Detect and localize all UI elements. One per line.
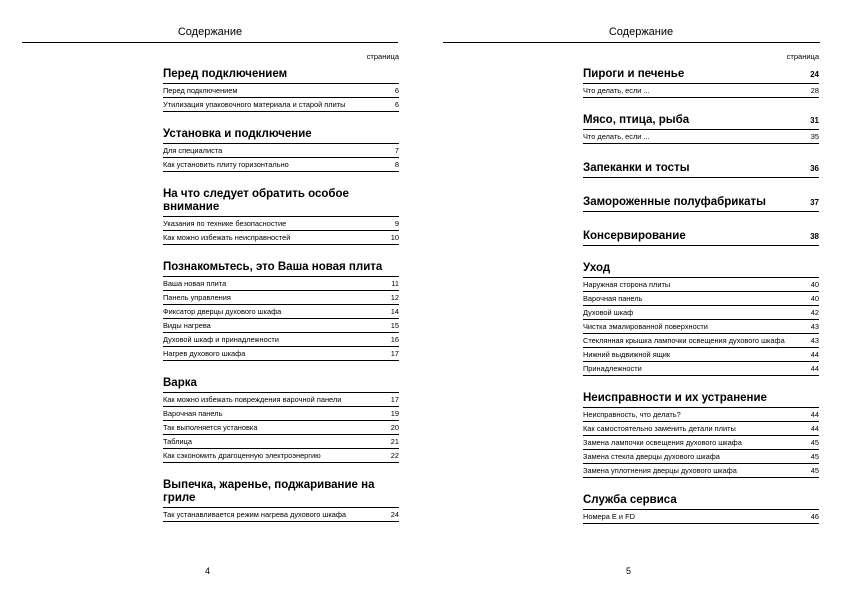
section-page-number: 36 — [810, 164, 819, 173]
section-title-text: Познакомьтесь, это Ваша новая плита — [163, 261, 383, 273]
toc-entry — [163, 435, 399, 449]
section-title-text: Неисправности и их устранение — [583, 392, 767, 404]
toc-section — [583, 230, 819, 246]
toc-entry — [163, 158, 399, 172]
entry-text: Номера Е и FD — [583, 512, 635, 521]
entry-page-number: 14 — [390, 307, 399, 316]
entry-page-number: 9 — [394, 219, 399, 228]
entry-text: Духовой шкаф — [583, 308, 634, 317]
toc-entry — [583, 464, 819, 478]
toc-entry — [163, 421, 399, 435]
entry-page-number: 17 — [390, 395, 399, 404]
toc-section — [163, 377, 399, 463]
toc-entry — [583, 334, 819, 348]
page-column-label: страница — [786, 52, 819, 61]
page-number: 4 — [205, 566, 211, 576]
section-title-text: Запеканки и тосты — [583, 162, 690, 174]
toc-entry — [583, 510, 819, 524]
toc-entry — [163, 291, 399, 305]
toc-entry — [163, 347, 399, 361]
section-page-number: 24 — [810, 70, 819, 79]
toc-entry — [583, 84, 819, 98]
toc-entry — [163, 508, 399, 522]
toc-entry — [583, 408, 819, 422]
toc-section — [583, 114, 819, 144]
entry-text: Принадлежности — [583, 364, 642, 373]
toc-entry — [583, 450, 819, 464]
section-title-text: Пироги и печенье — [583, 68, 685, 80]
entry-text: Панель управления — [163, 293, 231, 302]
section-page-number: 38 — [810, 232, 819, 241]
page-header: Содержание — [608, 26, 674, 38]
entry-page-number: 44 — [810, 424, 819, 433]
entry-text: Как можно избежать повреждения варочной панели — [163, 395, 342, 404]
toc-entry — [163, 449, 399, 463]
entry-text: Неисправность, что делать? — [583, 410, 681, 419]
section-title — [583, 392, 819, 408]
toc-entry — [583, 348, 819, 362]
entry-page-number: 10 — [390, 233, 399, 242]
toc-entry — [583, 130, 819, 144]
toc-entry — [583, 436, 819, 450]
entry-page-number: 40 — [810, 280, 819, 289]
section-title — [163, 68, 399, 84]
section-title-text: Замороженные полуфабрикаты — [583, 196, 766, 208]
toc-entry — [583, 306, 819, 320]
toc-section — [163, 479, 399, 522]
right-page — [421, 0, 842, 595]
entry-text: Таблица — [163, 437, 192, 446]
section-title — [583, 230, 819, 246]
section-title-text: Служба сервиса — [583, 494, 677, 506]
toc-entry — [163, 407, 399, 421]
entry-text: Варочная панель — [163, 409, 223, 418]
entry-text: Чистка эмалированной поверхности — [583, 322, 708, 331]
toc-column — [163, 52, 399, 522]
header-rule — [443, 42, 820, 43]
section-title-text: На что следует обратить особое внимание — [163, 188, 349, 213]
toc-entry — [583, 278, 819, 292]
entry-page-number: 43 — [810, 322, 819, 331]
section-title-text: Выпечка, жаренье, поджаривание на гриле — [163, 479, 375, 504]
page-number: 5 — [626, 566, 632, 576]
entry-text: Нижний выдвижной ящик — [583, 350, 671, 359]
section-page-number: 37 — [810, 198, 819, 207]
entry-text: Виды нагрева — [163, 321, 211, 330]
toc-entry — [163, 217, 399, 231]
entry-page-number: 12 — [390, 293, 399, 302]
toc-entry — [583, 292, 819, 306]
toc-section — [163, 261, 399, 361]
entry-text: Так выполняется установка — [163, 423, 258, 432]
entry-page-number: 7 — [394, 146, 399, 155]
entry-page-number: 20 — [390, 423, 399, 432]
section-title-text: Мясо, птица, рыба — [583, 114, 690, 126]
entry-text: Варочная панель — [583, 294, 643, 303]
entry-text: Замена уплотнения дверцы духового шкафа — [583, 466, 737, 475]
toc-entry — [583, 320, 819, 334]
entry-page-number: 19 — [390, 409, 399, 418]
entry-page-number: 22 — [390, 451, 399, 460]
header-rule — [22, 42, 398, 43]
toc-entry — [583, 422, 819, 436]
entry-page-number: 17 — [390, 349, 399, 358]
section-title — [583, 162, 819, 178]
entry-page-number: 45 — [810, 452, 819, 461]
toc-section — [583, 162, 819, 178]
page-column-label: страница — [366, 52, 399, 61]
section-title — [163, 188, 399, 217]
section-title — [583, 68, 819, 84]
entry-text: Ваша новая плита — [163, 279, 227, 288]
toc-entry — [163, 393, 399, 407]
toc-column — [583, 52, 819, 524]
section-title — [163, 479, 399, 508]
entry-text: Так устанавливается режим нагрева духового шкафа — [163, 510, 347, 519]
entry-text: Перед подключением — [163, 86, 238, 95]
entry-page-number: 28 — [810, 86, 819, 95]
section-title — [583, 196, 819, 212]
section-title-text: Варка — [163, 377, 197, 389]
entry-text: Замена лампочки освещения духового шкафа — [583, 438, 742, 447]
entry-page-number: 35 — [810, 132, 819, 141]
toc-entry — [163, 305, 399, 319]
entry-page-number: 44 — [810, 350, 819, 359]
entry-page-number: 45 — [810, 466, 819, 475]
entry-page-number: 16 — [390, 335, 399, 344]
section-page-number: 31 — [810, 116, 819, 125]
toc-section — [163, 68, 399, 112]
section-title-text: Уход — [583, 262, 611, 274]
entry-page-number: 45 — [810, 438, 819, 447]
section-title-text: Консервирование — [583, 230, 686, 242]
section-title — [163, 128, 399, 144]
toc-entry — [163, 319, 399, 333]
entry-text: Стеклянная крышка лампочки освещения духового шкафа — [583, 336, 785, 345]
entry-page-number: 6 — [394, 86, 399, 95]
entry-page-number: 42 — [810, 308, 819, 317]
entry-text: Что делать, если ... — [583, 132, 650, 141]
entry-page-number: 40 — [810, 294, 819, 303]
toc-entry — [163, 98, 399, 112]
entry-page-number: 11 — [391, 279, 399, 288]
entry-page-number: 21 — [390, 437, 399, 446]
entry-text: Для специалиста — [163, 146, 223, 155]
section-title — [583, 114, 819, 130]
entry-text: Фиксатор дверцы духового шкафа — [163, 307, 282, 316]
entry-page-number: 44 — [810, 410, 819, 419]
entry-page-number: 24 — [390, 510, 399, 519]
toc-section — [163, 128, 399, 172]
entry-text: Как можно избежать неисправностей — [163, 233, 291, 242]
entry-text: Замена стекла дверцы духового шкафа — [583, 452, 720, 461]
entry-page-number: 43 — [810, 336, 819, 345]
entry-page-number: 46 — [810, 512, 819, 521]
entry-text: Наружная сторона плиты — [583, 280, 671, 289]
toc-entry — [163, 333, 399, 347]
section-title — [583, 262, 819, 278]
toc-entry — [163, 144, 399, 158]
toc-entry — [163, 84, 399, 98]
toc-section — [583, 262, 819, 376]
entry-text: Указания по технике безопасностие — [163, 219, 287, 228]
toc-section — [163, 188, 399, 245]
section-title — [163, 377, 399, 393]
section-title-text: Перед подключением — [163, 68, 288, 80]
entry-text: Утилизация упаковочного материала и старой плиты — [163, 100, 346, 109]
section-title — [583, 494, 819, 510]
section-title-text: Установка и подключение — [163, 128, 312, 140]
toc-entry — [163, 231, 399, 245]
entry-page-number: 8 — [394, 160, 399, 169]
toc-section — [583, 392, 819, 478]
page-header: Содержание — [177, 26, 243, 38]
entry-page-number: 15 — [390, 321, 399, 330]
entry-text: Как установить плиту горизонтально — [163, 160, 289, 169]
entry-page-number: 6 — [394, 100, 399, 109]
entry-text: Нагрев духового шкафа — [163, 349, 246, 358]
toc-section — [583, 494, 819, 524]
entry-text: Что делать, если ... — [583, 86, 650, 95]
entry-text: Как сэкономить драгоценную электроэнергию — [163, 451, 321, 460]
entry-text: Духовой шкаф и принадлежности — [163, 335, 279, 344]
entry-text: Как самостоятельно заменить детали плиты — [583, 424, 736, 433]
toc-section — [583, 196, 819, 212]
entry-page-number: 44 — [810, 364, 819, 373]
section-title — [163, 261, 399, 277]
toc-entry — [163, 277, 399, 291]
toc-entry — [583, 362, 819, 376]
toc-section — [583, 68, 819, 98]
